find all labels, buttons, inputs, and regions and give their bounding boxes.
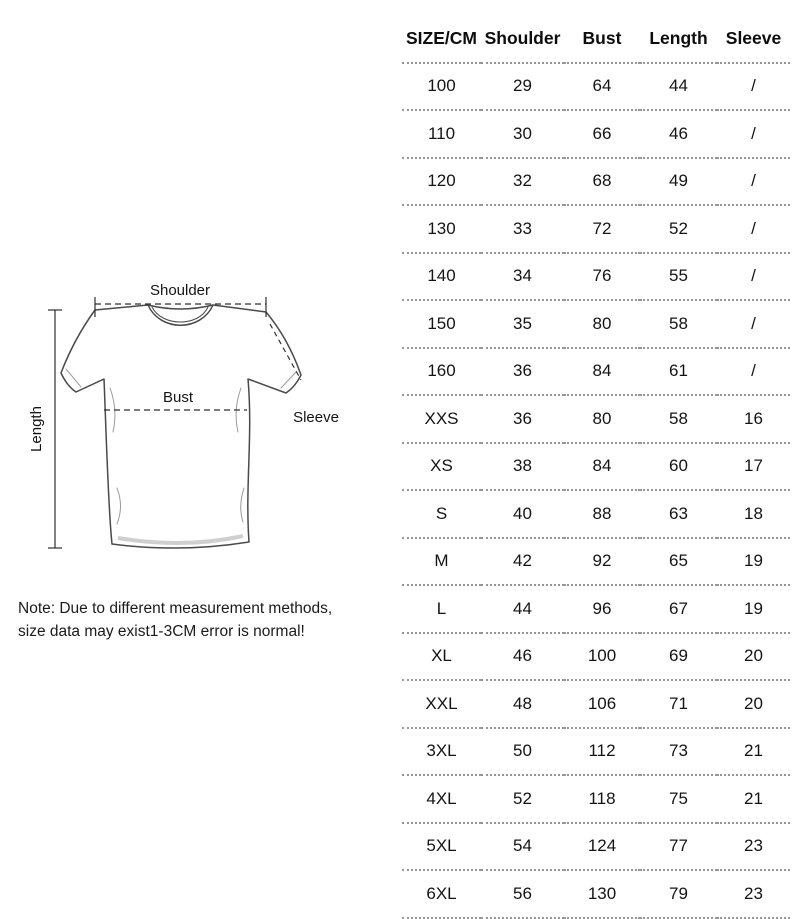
table-row — [402, 870, 790, 918]
tshirt-outline — [61, 305, 301, 548]
cell-length: 79 — [640, 870, 717, 918]
sleeve-measure-line — [270, 324, 301, 380]
cell-bust: 130 — [564, 870, 640, 918]
table-row — [402, 585, 790, 633]
cell-length: 58 — [640, 395, 717, 443]
shoulder-label: Shoulder — [149, 282, 211, 299]
table-row — [402, 253, 790, 301]
cell-shoulder: 40 — [481, 490, 564, 538]
cell-sleeve: / — [717, 205, 790, 253]
cell-shoulder: 34 — [481, 253, 564, 301]
cell-shoulder: 54 — [481, 823, 564, 871]
cell-shoulder: 38 — [481, 443, 564, 491]
cell-bust: 106 — [564, 680, 640, 728]
cell-length: 77 — [640, 823, 717, 871]
cell-sleeve: 19 — [717, 538, 790, 586]
cell-shoulder: 42 — [481, 538, 564, 586]
cell-sleeve: 20 — [717, 680, 790, 728]
cell-shoulder: 33 — [481, 205, 564, 253]
cell-shoulder: 56 — [481, 870, 564, 918]
cell-length: 60 — [640, 443, 717, 491]
table-row — [402, 395, 790, 443]
cell-bust: 100 — [564, 633, 640, 681]
cell-sleeve: 18 — [717, 490, 790, 538]
cell-sleeve: / — [717, 348, 790, 396]
cell-size: 130 — [402, 205, 481, 253]
table-row — [402, 633, 790, 681]
cell-bust: 88 — [564, 490, 640, 538]
table-row — [402, 63, 790, 111]
cell-size: 150 — [402, 300, 481, 348]
measurement-note — [18, 597, 332, 643]
cell-length: 61 — [640, 348, 717, 396]
cell-bust: 84 — [564, 443, 640, 491]
cell-length: 55 — [640, 253, 717, 301]
col-header-length: Length — [640, 16, 717, 63]
col-header-bust: Bust — [564, 16, 640, 63]
cell-size: 160 — [402, 348, 481, 396]
fabric-fold-icon — [241, 488, 244, 522]
cell-size: 120 — [402, 158, 481, 206]
cell-shoulder: 29 — [481, 63, 564, 111]
cell-sleeve: 23 — [717, 823, 790, 871]
cell-sleeve: 21 — [717, 728, 790, 776]
cell-sleeve: 16 — [717, 395, 790, 443]
sleeve-label: Sleeve — [293, 409, 339, 426]
length-label: Length — [28, 406, 45, 452]
cell-length: 63 — [640, 490, 717, 538]
table-row — [402, 538, 790, 586]
cell-shoulder: 52 — [481, 775, 564, 823]
table-row — [402, 300, 790, 348]
cell-size: XXS — [402, 395, 481, 443]
cell-sleeve: / — [717, 300, 790, 348]
cell-shoulder: 44 — [481, 585, 564, 633]
cell-shoulder: 30 — [481, 110, 564, 158]
cell-size: 100 — [402, 63, 481, 111]
hem-band — [118, 536, 243, 543]
cell-size: L — [402, 585, 481, 633]
cell-length: 75 — [640, 775, 717, 823]
col-header-size: SIZE/CM — [402, 16, 481, 63]
cell-bust: 66 — [564, 110, 640, 158]
table-row — [402, 158, 790, 206]
cell-size: 5XL — [402, 823, 481, 871]
fabric-fold-icon — [117, 488, 121, 524]
cell-size: 140 — [402, 253, 481, 301]
cell-shoulder: 48 — [481, 680, 564, 728]
table-row — [402, 443, 790, 491]
cell-sleeve: / — [717, 63, 790, 111]
table-row — [402, 205, 790, 253]
cell-bust: 76 — [564, 253, 640, 301]
cell-length: 52 — [640, 205, 717, 253]
cell-shoulder: 46 — [481, 633, 564, 681]
table-row — [402, 110, 790, 158]
cell-bust: 68 — [564, 158, 640, 206]
tshirt-diagram — [20, 276, 350, 576]
table-row — [402, 728, 790, 776]
cell-length: 67 — [640, 585, 717, 633]
cell-length: 71 — [640, 680, 717, 728]
cell-sleeve: / — [717, 253, 790, 301]
cell-shoulder: 35 — [481, 300, 564, 348]
cell-length: 44 — [640, 63, 717, 111]
cell-size: 110 — [402, 110, 481, 158]
cell-bust: 64 — [564, 63, 640, 111]
col-header-shoulder: Shoulder — [481, 16, 564, 63]
cell-shoulder: 50 — [481, 728, 564, 776]
table-row — [402, 680, 790, 728]
cell-size: M — [402, 538, 481, 586]
cell-shoulder: 32 — [481, 158, 564, 206]
bust-label: Bust — [162, 389, 194, 406]
cell-bust: 124 — [564, 823, 640, 871]
cell-length: 65 — [640, 538, 717, 586]
cell-size: XL — [402, 633, 481, 681]
cell-size: 4XL — [402, 775, 481, 823]
size-table — [402, 16, 790, 919]
table-row — [402, 490, 790, 538]
cell-length: 73 — [640, 728, 717, 776]
cell-size: XXL — [402, 680, 481, 728]
cell-sleeve: 19 — [717, 585, 790, 633]
cell-sleeve: 21 — [717, 775, 790, 823]
cell-size: 6XL — [402, 870, 481, 918]
measurement-lines — [48, 297, 301, 548]
size-table-body — [402, 63, 790, 918]
cell-sleeve: 23 — [717, 870, 790, 918]
table-row — [402, 823, 790, 871]
cell-bust: 96 — [564, 585, 640, 633]
cell-bust: 84 — [564, 348, 640, 396]
cell-length: 49 — [640, 158, 717, 206]
cell-shoulder: 36 — [481, 395, 564, 443]
tshirt-measurement-figure — [20, 276, 350, 576]
cell-length: 58 — [640, 300, 717, 348]
cell-size: 3XL — [402, 728, 481, 776]
cell-bust: 112 — [564, 728, 640, 776]
cell-bust: 80 — [564, 300, 640, 348]
cell-size: S — [402, 490, 481, 538]
table-row — [402, 348, 790, 396]
table-header-row — [402, 16, 790, 63]
cell-sleeve: / — [717, 110, 790, 158]
cell-sleeve: 20 — [717, 633, 790, 681]
table-row — [402, 775, 790, 823]
cell-bust: 118 — [564, 775, 640, 823]
cell-size: XS — [402, 443, 481, 491]
note-line-1: Note: Due to different measurement methods, — [18, 600, 333, 617]
cell-bust: 72 — [564, 205, 640, 253]
cell-shoulder: 36 — [481, 348, 564, 396]
cell-sleeve: 17 — [717, 443, 790, 491]
cell-bust: 80 — [564, 395, 640, 443]
cell-length: 69 — [640, 633, 717, 681]
cell-length: 46 — [640, 110, 717, 158]
cell-bust: 92 — [564, 538, 640, 586]
cell-sleeve: / — [717, 158, 790, 206]
col-header-sleeve: Sleeve — [717, 16, 790, 63]
note-line-2: size data may exist1-3CM error is normal! — [18, 623, 305, 640]
